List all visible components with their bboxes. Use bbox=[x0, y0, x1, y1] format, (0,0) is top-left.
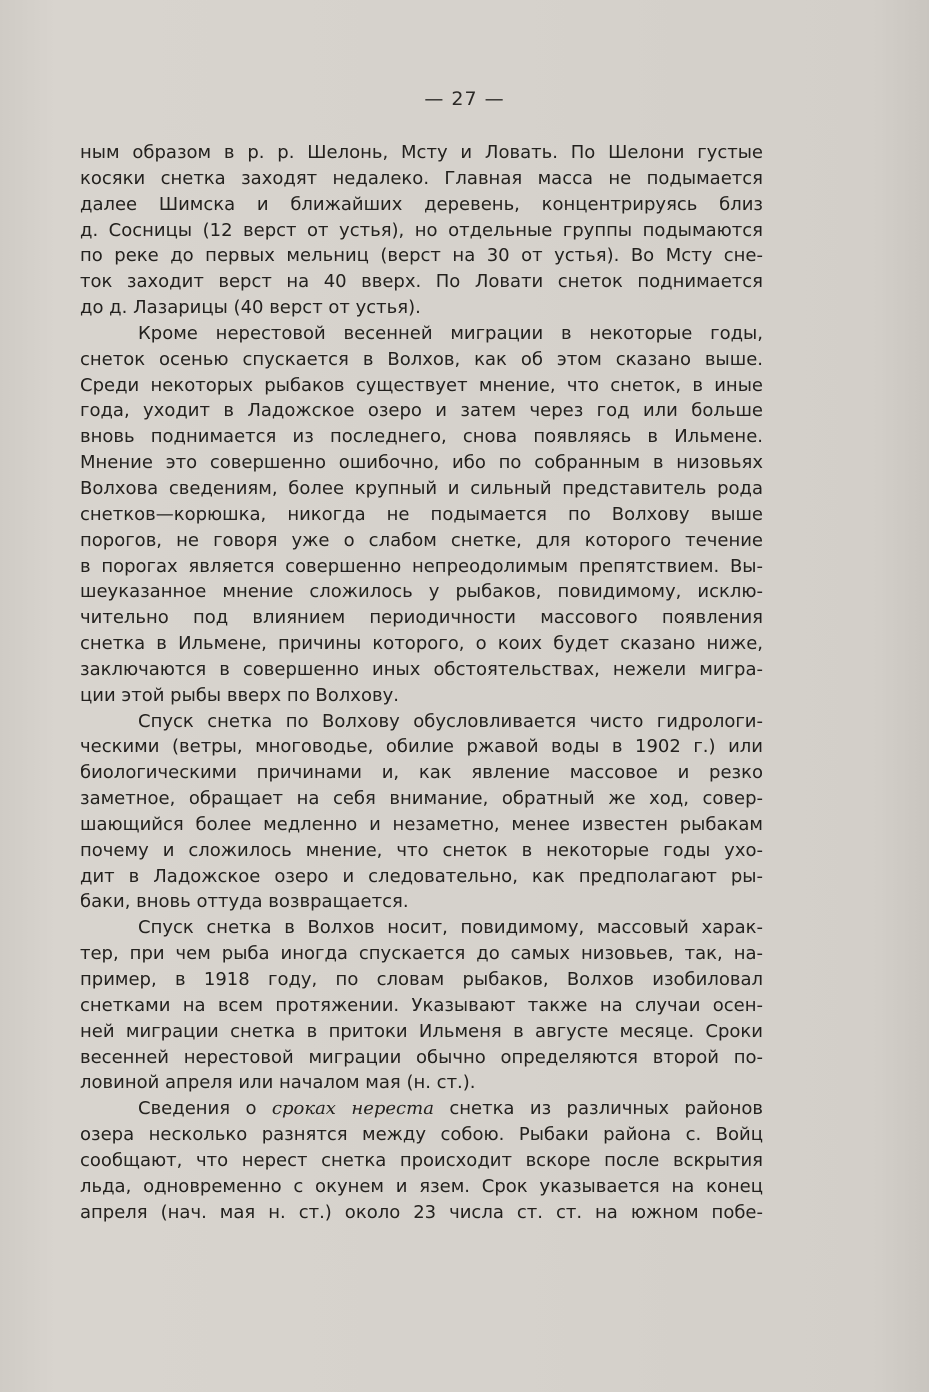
text-line: Мнение это совершенно ошибочно, ибо по собранным в низовьях bbox=[80, 452, 763, 474]
text-line: шеуказанное мнение сложилось у рыбаков, повидимому, исклю- bbox=[80, 581, 763, 603]
text-line: вновь поднимается из последнего, снова появляясь в Ильмене. bbox=[80, 426, 763, 448]
text-line: Кроме нерестовой весенней миграции в некоторые годы, bbox=[138, 322, 763, 344]
text-line: снеток осенью спускается в Волхов, как об этом сказано выше. bbox=[80, 348, 763, 370]
text-line: ловиной апреля или началом мая (н. ст.). bbox=[80, 1072, 476, 1094]
text-line: биологическими причинами и, как явление массовое и резко bbox=[80, 762, 763, 784]
text-line: весенней нерестовой миграции обычно определяются второй по- bbox=[80, 1046, 763, 1068]
text-line: порогов, не говоря уже о слабом снетке, для которого течение bbox=[80, 529, 763, 551]
text-line: чительно под влиянием периодичности массового появления bbox=[80, 607, 763, 629]
text-line: шающийся более медленно и незаметно, менее известен рыбакам bbox=[80, 813, 763, 835]
text-line: снетками на всем протяжении. Указывают также на случаи осен- bbox=[80, 994, 763, 1016]
text-line: Спуск снетка по Волхову обусловливается чисто гидрологи- bbox=[138, 710, 763, 732]
text-line: ней миграции снетка в притоки Ильменя в августе месяце. Сроки bbox=[80, 1020, 763, 1042]
text-line: баки, вновь оттуда возвращается. bbox=[80, 891, 409, 913]
text-line: заметное, обращает на себя внимание, обратный же ход, совер- bbox=[80, 788, 763, 810]
text-line: ческими (ветры, многоводье, обилие ржавой воды в 1902 г.) или bbox=[80, 736, 763, 758]
text-line: заключаются в совершенно иных обстоятельствах, нежели мигра- bbox=[80, 658, 763, 680]
text-line: года, уходит в Ладожское озеро и затем через год или больше bbox=[80, 400, 763, 422]
text-line: дит в Ладожское озеро и следовательно, как предполагают ры- bbox=[80, 865, 763, 887]
text-fragment: снетка из различных районов bbox=[433, 1098, 763, 1120]
text-line: до д. Лазарицы (40 верст от устья). bbox=[80, 297, 421, 319]
text-line: снетка в Ильмене, причины которого, о коих будет сказано ниже, bbox=[80, 633, 763, 655]
text-line: д. Сосницы (12 верст от устья), но отдельные группы подымаются bbox=[80, 219, 763, 241]
page-number: — 27 — bbox=[424, 88, 505, 110]
text-fragment: Сведения о bbox=[138, 1098, 272, 1120]
text-line: ток заходит верст на 40 вверх. По Ловати снеток поднимается bbox=[80, 271, 763, 293]
text-line bbox=[80, 1096, 763, 1122]
text-line: Среди некоторых рыбаков существует мнение, что снеток, в иные bbox=[80, 374, 763, 396]
text-line: в порогах является совершенно непреодолимым препятствием. Вы- bbox=[80, 555, 763, 577]
text-line: тер, при чем рыба иногда спускается до самых низовьев, так, на- bbox=[80, 943, 763, 965]
text-line: ным образом в р. р. Шелонь, Мсту и Ловать. По Шелони густые bbox=[80, 142, 763, 163]
text-line: пример, в 1918 году, по словам рыбаков, Волхов изобиловал bbox=[80, 969, 763, 990]
text-line: по реке до первых мельниц (верст на 30 от устья). Во Мсту сне- bbox=[80, 245, 763, 267]
text-line: озера несколько разнятся между собою. Рыбаки района с. Войц bbox=[80, 1124, 763, 1146]
text-line: льда, одновременно с окунем и язем. Срок указывается на конец bbox=[80, 1175, 763, 1197]
text-line: Спуск снетка в Волхов носит, повидимому, массовый харак- bbox=[138, 917, 763, 939]
text-line: снетков—корюшка, никогда не подымается по Волхову выше bbox=[80, 503, 763, 525]
text-line: апреля (нач. мая н. ст.) около 23 числа ст. ст. на южном побе- bbox=[80, 1201, 763, 1223]
text-line: почему и сложилось мнение, что снеток в некоторые годы ухо- bbox=[80, 839, 763, 861]
text-line: косяки снетка заходят недалеко. Главная масса не подымается bbox=[80, 167, 763, 189]
text-line: ции этой рыбы вверх по Волхову. bbox=[80, 684, 399, 706]
italic-phrase: сроках нереста bbox=[271, 1098, 434, 1120]
text-line: далее Шимска и ближайших деревень, концентрируясь близ bbox=[80, 193, 763, 215]
body-text bbox=[80, 140, 763, 1225]
text-line: Волхова сведениям, более крупный и сильный представитель рода bbox=[80, 477, 763, 499]
text-line: сообщают, что нерест снетка происходит вскоре после вскрытия bbox=[80, 1149, 763, 1171]
